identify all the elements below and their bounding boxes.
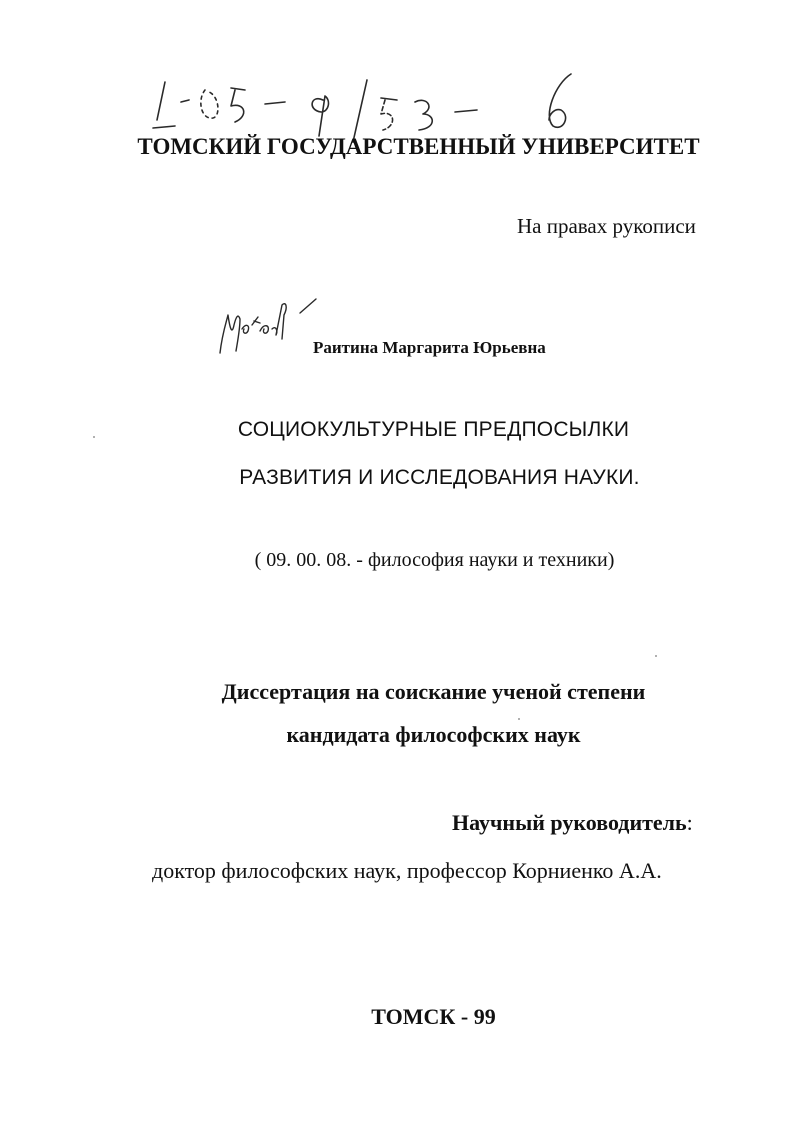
dissertation-title-line1: СОЦИОКУЛЬТУРНЫЕ ПРЕДПОСЫЛКИ bbox=[237, 418, 630, 441]
supervisor-label bbox=[452, 810, 693, 836]
author-name: Раитина Маргарита Юрьевна bbox=[313, 338, 546, 357]
supervisor-name: доктор философских наук, профессор Корниенко А.А. bbox=[152, 858, 662, 883]
university-name: ТОМСКИЙ ГОСУДАРСТВЕННЫЙ УНИВЕРСИТЕТ bbox=[137, 134, 700, 159]
specialty-code: ( 09. 00. 08. - философия науки и техники) bbox=[254, 549, 615, 571]
handwritten-number-mark bbox=[135, 60, 595, 145]
scan-speck bbox=[518, 718, 520, 720]
scan-speck bbox=[655, 655, 657, 657]
scan-speck bbox=[93, 436, 95, 438]
supervisor-label-colon: : bbox=[686, 810, 693, 835]
rights-note: На правах рукописи bbox=[517, 214, 696, 238]
degree-line1: Диссертация на соискание ученой степени bbox=[221, 679, 646, 704]
author-signature bbox=[212, 295, 322, 365]
degree-line2: кандидата философских наук bbox=[286, 722, 581, 747]
supervisor-label-text: Научный руководитель bbox=[452, 810, 687, 835]
city-year: ТОМСК - 99 bbox=[371, 1004, 496, 1029]
dissertation-title-line2: РАЗВИТИЯ И ИССЛЕДОВАНИЯ НАУКИ. bbox=[239, 466, 640, 489]
